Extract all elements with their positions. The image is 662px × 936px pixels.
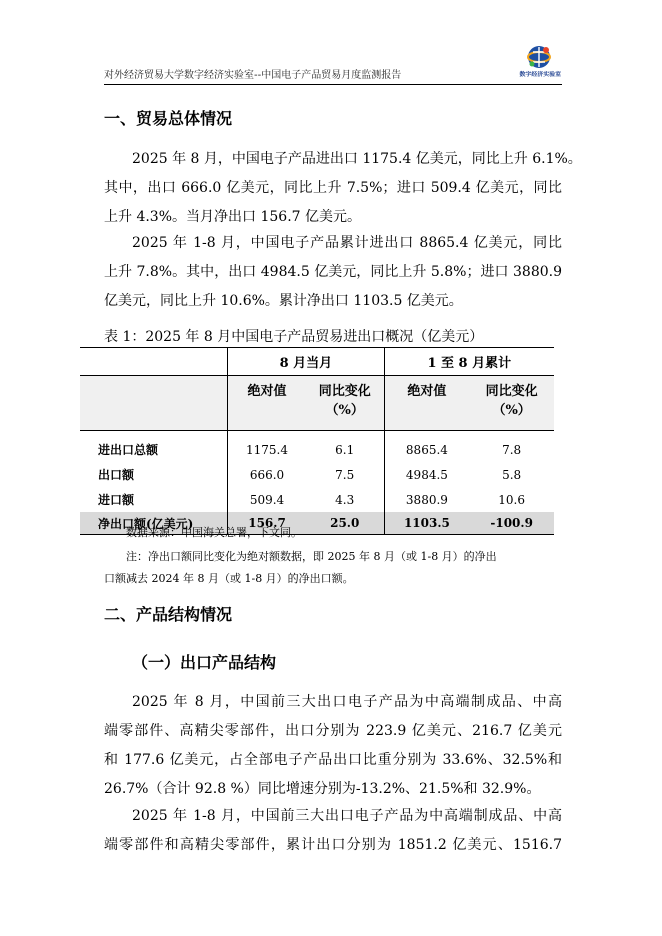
text-line: 2025 年 1-8 月，中国电子产品累计进出口 8865.4 亿美元，同比 xyxy=(132,235,562,251)
text-line: 2025 年 1-8 月，中国前三大出口电子产品为中高端制成品、中高 xyxy=(132,808,562,824)
table-cell: 4.3 xyxy=(335,492,355,507)
row-label: 进出口总额 xyxy=(98,443,159,457)
text-line: 亿美元，同比上升 10.6%。累计净出口 1103.5 亿美元。 xyxy=(104,293,463,309)
text-line: 26.7%（合计 92.8 %）同比增速分别为-13.2%、21.5%和 32.9%。 xyxy=(104,781,541,797)
table-cell: 4984.5 xyxy=(384,462,469,487)
group-header-ytd: 1 至 8 月累计 xyxy=(384,348,554,376)
table-cell: 6.1 xyxy=(335,442,355,457)
logo-text: 数字经济实验室 xyxy=(519,70,562,78)
empty-subheader-cell xyxy=(80,376,228,431)
row-label: 净出口额(亿美元) xyxy=(80,512,228,535)
table-cell: 8865.4 xyxy=(384,431,469,463)
sub-header-cell: 同比变化 （%） xyxy=(306,376,384,431)
table-cell: 7.8 xyxy=(502,442,522,457)
table-cell: 10.6 xyxy=(498,492,525,507)
text-line: 其中，出口 666.0 亿美元，同比上升 7.5%；进口 509.4 亿美元，同比 xyxy=(104,180,562,196)
table-cell: 156.7 xyxy=(228,512,306,535)
text-line: 上升 7.8%。其中，出口 4984.5 亿美元，同比上升 5.8%；进口 3880.9 xyxy=(104,264,562,280)
source-text: 数据来源：中国海关总署，下文同。 xyxy=(126,526,302,539)
trade-summary-table xyxy=(80,347,554,535)
table-caption: 表 1：2025 年 8 月中国电子产品贸易进出口概况（亿美元） xyxy=(104,329,484,345)
table-row xyxy=(80,487,554,512)
text-line: 2025 年 8 月，中国前三大出口电子产品为中高端制成品、中高 xyxy=(132,694,562,710)
note-line: 注：净出口额同比变化为绝对额数据，即 2025 年 8 月（或 1-8 月）的净出 xyxy=(126,550,497,563)
section2-heading: 二、产品结构情况 xyxy=(104,605,233,624)
section2-paragraph-2 xyxy=(104,802,562,860)
sub-header-cell: 绝对值 xyxy=(384,376,469,431)
section2-subheading: （一）出口产品结构 xyxy=(132,653,277,672)
section1-paragraph-2 xyxy=(104,229,562,316)
text-line: 2025 年 8 月，中国电子产品进出口 1175.4 亿美元，同比上升 6.1%。 xyxy=(132,151,582,167)
text-line: 端零部件和高精尖零部件，累计出口分别为 1851.2 亿美元、1516.7 xyxy=(104,837,562,853)
header-title: 对外经济贸易大学数字经济实验室--中国电子产品贸易月度监测报告 xyxy=(104,70,402,81)
text-line: 和 177.6 亿美元，占全部电子产品出口比重分别为 33.6%、32.5%和 xyxy=(104,752,562,768)
group-header-month: 8 月当月 xyxy=(228,348,384,376)
table-cell: 25.0 xyxy=(306,512,384,535)
sub-header-row xyxy=(80,376,554,431)
table-row xyxy=(80,431,554,463)
text-line: 上升 4.3%。当月净出口 156.7 亿美元。 xyxy=(104,209,361,225)
table-cell: 5.8 xyxy=(502,467,522,482)
table-cell: 7.5 xyxy=(335,467,355,482)
table-cell: 666.0 xyxy=(228,462,306,487)
footnote xyxy=(104,546,562,590)
table-cell: 1103.5 xyxy=(384,512,469,535)
section1-heading: 一、贸易总体情况 xyxy=(104,109,233,128)
row-label: 进口额 xyxy=(98,493,135,507)
data-source-note xyxy=(126,522,562,544)
table-cell: 1175.4 xyxy=(228,431,306,463)
globe-logo-icon xyxy=(524,44,554,70)
sub-header-cell: 绝对值 xyxy=(228,376,306,431)
section2-paragraph-1 xyxy=(104,688,562,804)
group-header-row xyxy=(80,348,554,376)
sub-header-cell: 同比变化 （%） xyxy=(469,376,554,431)
lab-logo xyxy=(516,44,562,80)
note-line: 口额减去 2024 年 8 月（或 1-8 月）的净出口额。 xyxy=(104,572,354,585)
table-cell: 3880.9 xyxy=(384,487,469,512)
row-label: 出口额 xyxy=(98,468,135,482)
empty-header-cell xyxy=(80,348,228,376)
table-cell: 509.4 xyxy=(228,487,306,512)
table-row xyxy=(80,462,554,487)
table-cell: -100.9 xyxy=(469,512,554,535)
section1-paragraph-1 xyxy=(104,145,582,232)
page-header xyxy=(104,44,562,85)
text-line: 端零部件、高精尖零部件，出口分别为 223.9 亿美元、216.7 亿美元 xyxy=(104,723,562,739)
